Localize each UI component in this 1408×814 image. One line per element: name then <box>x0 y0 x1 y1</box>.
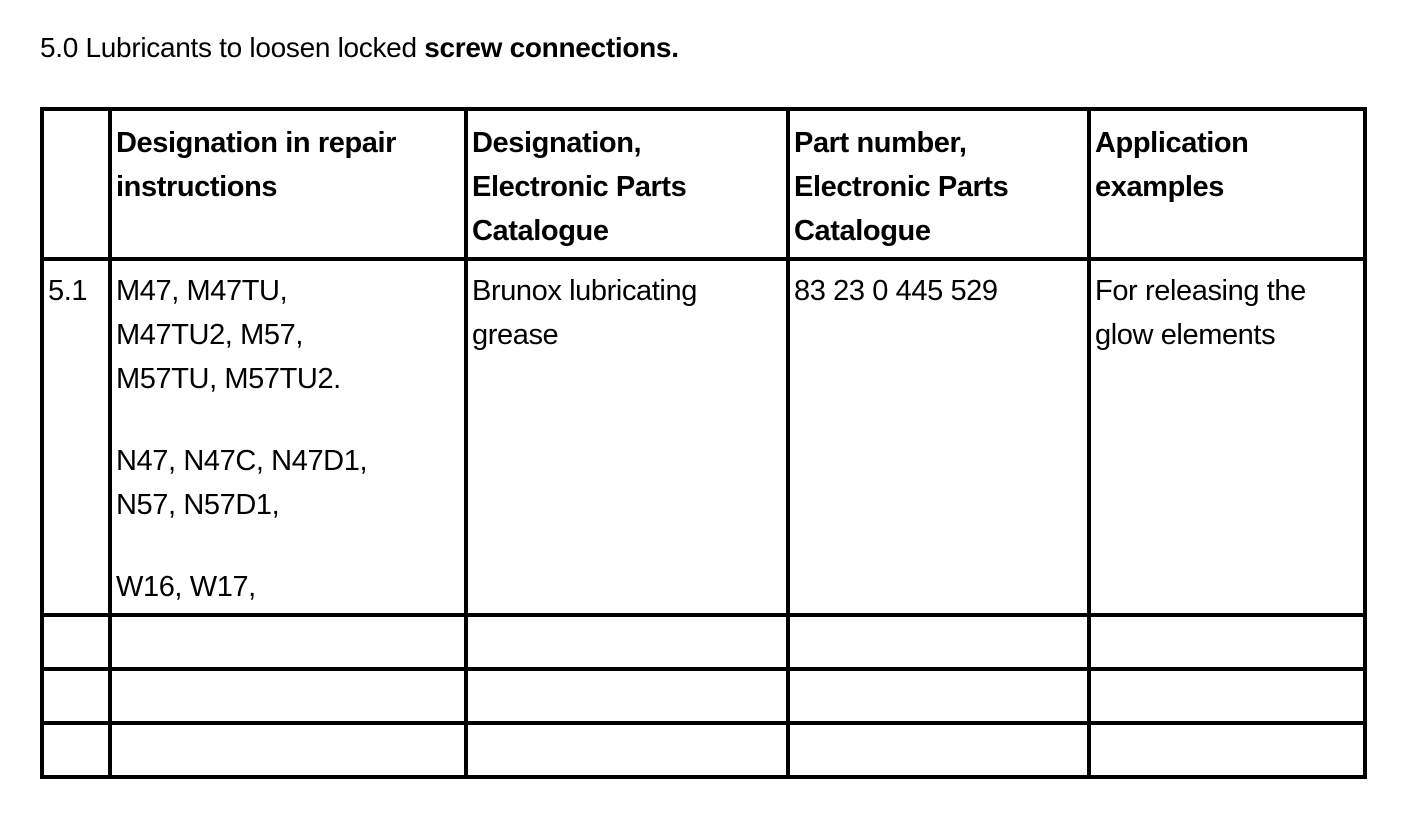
engine-line: M57TU, M57TU2. <box>116 363 341 395</box>
epc-line: grease <box>472 319 559 351</box>
epc-line: Brunox lubricating <box>472 275 697 307</box>
cell-designation-epc <box>466 259 788 615</box>
empty-cell <box>110 723 466 777</box>
header-line: examples <box>1095 171 1224 203</box>
engine-line: M47, M47TU, <box>116 275 288 307</box>
header-part-number <box>788 109 1089 259</box>
cell-application <box>1089 259 1365 615</box>
empty-cell <box>42 723 110 777</box>
table-header-row <box>42 109 1365 259</box>
empty-cell <box>788 723 1089 777</box>
empty-cell <box>110 615 466 669</box>
table-row <box>42 259 1365 615</box>
cell-part-number: 83 23 0 445 529 <box>788 259 1089 615</box>
header-application <box>1089 109 1365 259</box>
engine-line: N57, N57D1, <box>116 489 280 521</box>
section-heading <box>40 30 679 66</box>
empty-table-row <box>42 615 1365 669</box>
header-line: Designation, <box>472 127 642 159</box>
empty-cell <box>110 669 466 723</box>
header-number <box>42 109 110 259</box>
empty-table-row <box>42 669 1365 723</box>
empty-cell <box>42 615 110 669</box>
empty-cell <box>42 669 110 723</box>
header-line: Electronic Parts <box>472 171 687 203</box>
application-line: For releasing the <box>1095 275 1306 307</box>
section-heading-bold-text: screw connections. <box>424 32 679 63</box>
empty-table-row <box>42 723 1365 777</box>
empty-cell <box>1089 669 1365 723</box>
engine-line: W16, W17, <box>116 571 256 603</box>
line-gap <box>116 527 460 565</box>
header-designation-epc <box>466 109 788 259</box>
header-line: Electronic Parts <box>794 171 1009 203</box>
header-line: Catalogue <box>472 215 609 247</box>
empty-cell <box>788 615 1089 669</box>
section-heading-text: 5.0 Lubricants to loosen locked <box>40 32 425 63</box>
empty-cell <box>1089 615 1365 669</box>
header-line: instructions <box>116 171 278 203</box>
empty-cell <box>466 723 788 777</box>
empty-cell <box>466 669 788 723</box>
engine-line: N47, N47C, N47D1, <box>116 445 368 477</box>
header-line: Application <box>1095 127 1249 159</box>
cell-number: 5.1 <box>42 259 110 615</box>
header-designation-repair <box>110 109 466 259</box>
empty-cell <box>466 615 788 669</box>
header-line: Part number, <box>794 127 967 159</box>
lubricants-table <box>40 107 1367 779</box>
header-line: Catalogue <box>794 215 931 247</box>
line-gap <box>116 401 460 439</box>
header-line: Designation in repair <box>116 127 397 159</box>
application-line: glow elements <box>1095 319 1276 351</box>
cell-designation-repair <box>110 259 466 615</box>
empty-cell <box>788 669 1089 723</box>
engine-line: M47TU2, M57, <box>116 319 303 351</box>
empty-cell <box>1089 723 1365 777</box>
